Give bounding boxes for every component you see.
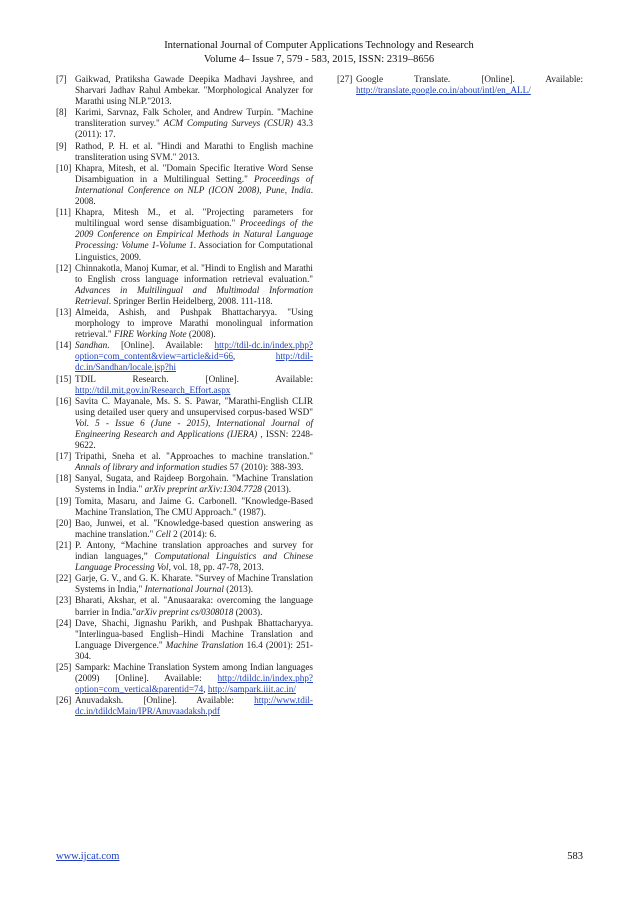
reference-item: [56, 107, 313, 140]
reference-text: Sanyal, Sugata, and Rajdeep Borgohain. "Machine Translation Systems in India.": [75, 473, 313, 495]
reference-item: [56, 340, 313, 373]
reference-text: . [Online]. Available:: [107, 340, 215, 351]
reference-number: [14]: [56, 340, 72, 351]
reference-number: [10]: [56, 162, 72, 173]
reference-link[interactable]: http://translate.google.co.in/about/intl/en_ALL/: [356, 85, 531, 96]
reference-number: [25]: [56, 661, 72, 672]
reference-number: [19]: [56, 495, 72, 506]
reference-item: [56, 496, 313, 518]
reference-text: , ISSN: 2248-9622.: [75, 429, 313, 451]
reference-text: . 2008.: [75, 184, 313, 207]
reference-source: Advances in Multilingual and Multimodal Information Retrieval: [75, 284, 313, 306]
reference-text: (2008).: [186, 329, 216, 340]
reference-source: arXiv preprint arXiv:1304.7728: [144, 484, 262, 495]
reference-text: Garje, G. V., and G. K. Kharate. "Survey of Machine Translation Systems in India,": [75, 573, 313, 595]
reference-source: Cell: [155, 528, 171, 539]
reference-text: 57 (2010): 388-393.: [227, 462, 304, 473]
reference-source: Proceedings of International Conference on NLP (ICON 2008), Pune, India: [75, 173, 313, 195]
reference-link[interactable]: http://www.tdil-dc.in/tdildcMain/IPR/Anuvaadaksh.pdf: [75, 695, 313, 717]
reference-number: [20]: [56, 517, 72, 528]
reference-text: (2013).: [261, 484, 291, 495]
reference-text: Khapra, Mitesh, et al. "Domain Specific Iterative Word Sense Disambiguation in a Multilingual Setting.": [75, 162, 313, 184]
reference-link[interactable]: http://tdil-dc.in/index.php?option=com_content&view=article&id=66: [75, 340, 313, 362]
reference-item: [56, 695, 313, 717]
reference-source: arXiv preprint cs/0308018: [136, 606, 234, 617]
reference-item: [56, 595, 313, 617]
reference-source: ACM Computing Surveys (CSUR): [163, 118, 294, 129]
reference-number: [9]: [56, 140, 67, 151]
reference-source: FIRE Working Note: [113, 329, 187, 340]
reference-text: 2 (2014): 6.: [170, 528, 217, 539]
reference-text: Tripathi, Sneha et al. "Approaches to machine translation.": [75, 451, 313, 462]
reference-item: [56, 207, 313, 262]
reference-link[interactable]: http://tdil.mit.gov.in/Research_Effort.aspx: [75, 384, 231, 395]
reference-text: (2013).: [223, 584, 254, 595]
journal-header: [0, 39, 638, 67]
reference-item: [56, 163, 313, 207]
reference-text: Savita C. Mayanale, Ms. S. S. Pawar, "Marathi-English CLIR using detailed user query and unsupervised corpus-based WSD": [75, 395, 313, 417]
journal-volume-info: Volume 4– Issue 7, 579 - 583, 2015, ISSN: 2319–8656: [203, 54, 435, 65]
reference-text: Khapra, Mitesh M., et al. "Projecting parameters for multilingual word sense disambiguation.": [75, 207, 313, 229]
reference-item: [56, 518, 313, 540]
reference-text: ,: [232, 351, 276, 362]
reference-item: [56, 141, 313, 163]
reference-text: Bharati, Akshar, et al. "Anusaaraka: overcoming the language barrier in India.": [75, 595, 313, 617]
reference-number: [16]: [56, 395, 72, 406]
references-left-column: [56, 74, 313, 717]
reference-number: [15]: [56, 373, 72, 384]
reference-number: [27]: [337, 74, 353, 84]
reference-text: Karimi, Sarvnaz, Falk Scholer, and Andrew Turpin. "Machine transliteration survey.": [75, 107, 313, 129]
footer-website-link[interactable]: www.ijcat.com: [56, 851, 120, 862]
references-right-column: [337, 74, 583, 96]
reference-number: [12]: [56, 262, 72, 273]
reference-text: . Springer Berlin Heidelberg, 2008. 111-118.: [108, 295, 273, 306]
journal-title: International Journal of Computer Applications Technology and Research: [164, 40, 474, 51]
reference-item: [56, 662, 313, 695]
reference-number: [7]: [56, 74, 67, 84]
reference-text: (2003).: [233, 606, 263, 617]
reference-text: 16.4 (2001): 251-304.: [75, 639, 313, 661]
reference-number: [18]: [56, 473, 72, 484]
reference-number: [17]: [56, 451, 72, 462]
reference-number: [24]: [56, 617, 72, 628]
reference-text: Chinnakotla, Manoj Kumar, et al. "Hindi to English and Marathi to English cross language information retrieval evaluation.": [75, 262, 313, 284]
reference-item: [56, 473, 313, 495]
reference-item: [56, 263, 313, 307]
reference-source: International Journal: [144, 584, 224, 595]
reference-source: Vol. 5 - Issue 6 (June - 2015), International Journal of Engineering Research and Applications (IJERA): [75, 417, 313, 439]
reference-text: Almeida, Ashish, and Pushpak Bhattacharyya. "Using morphology to improve Marathi monolingual information retrieval.": [75, 306, 313, 340]
reference-source: Computational Linguistics and Chinese Language Processing Vol: [75, 551, 313, 573]
reference-item: [56, 451, 313, 473]
reference-text: Anuvadaksh. [Online]. Available:: [75, 695, 255, 706]
reference-text: Sampark: Machine Translation System among Indian languages (2009) [Online]. Available:: [75, 661, 313, 684]
reference-text: P. Antony, “Machine translation approaches and survey for indian languages,”: [75, 539, 313, 562]
reference-link[interactable]: http://sampark.iiit.ac.in/: [207, 684, 296, 695]
reference-link[interactable]: http://tdil-dc.in/Sandhan/locale.jsp?hi: [75, 351, 313, 373]
reference-number: [23]: [56, 595, 72, 606]
reference-item: [56, 396, 313, 451]
reference-text: ,: [203, 684, 208, 695]
reference-text: Bao, Junwei, et al. "Knowledge-based question answering as machine translation.": [75, 517, 313, 539]
reference-text: Rathod, P. H. et al. "Hindi and Marathi to English machine transliteration using SVM." 2013.: [75, 140, 313, 162]
reference-item: [56, 307, 313, 340]
reference-text: Google Translate. [Online]. Available:: [356, 74, 583, 84]
reference-number: [8]: [56, 107, 67, 118]
page-number: 583: [567, 851, 583, 862]
reference-number: [26]: [56, 695, 72, 706]
reference-number: [21]: [56, 539, 72, 550]
reference-number: [13]: [56, 306, 72, 317]
reference-source: Sandhan: [75, 340, 108, 351]
reference-source: Proceedings of the 2009 Conference on Empirical Methods in Natural Language Processing: Volume 1-Volume 1: [75, 218, 313, 251]
reference-text: TDIL Research. [Online]. Available:: [75, 373, 313, 384]
reference-text: Gaikwad, Pratiksha Gawade Deepika Madhavi Jayshree, and Sharvari Jadhav Rahul Ambekar. "Morphological Analyzer for Marathi using NLP."2013.: [75, 74, 313, 107]
reference-item: [56, 540, 313, 573]
reference-text: , vol. 18, pp. 47-78, 2013.: [168, 562, 264, 573]
reference-number: [22]: [56, 573, 72, 584]
reference-item: [56, 618, 313, 662]
reference-item: [56, 374, 313, 396]
reference-source: Machine Translation: [165, 639, 244, 650]
reference-link[interactable]: http://tdildc.in/index.php?option=com_vertical&parentid=74: [75, 673, 313, 695]
reference-text: Dave, Shachi, Jignashu Parikh, and Pushpak Bhattacharyya. "Interlingua-based English–Hindi Machine Translation and Language Divergence.": [75, 617, 313, 650]
reference-number: [11]: [56, 207, 71, 218]
reference-text: . Association for Computational Linguistics, 2009.: [75, 240, 313, 262]
reference-item: [56, 573, 313, 595]
reference-text: 43.3 (2011): 17.: [75, 118, 313, 140]
reference-source: Annals of library and information studies: [75, 462, 228, 473]
reference-text: Tomita, Masaru, and Jaime G. Carbonell. "Knowledge-Based Machine Translation, The CMU Approach." (1987).: [75, 495, 313, 517]
reference-item: [337, 74, 583, 96]
reference-item: [56, 74, 313, 107]
